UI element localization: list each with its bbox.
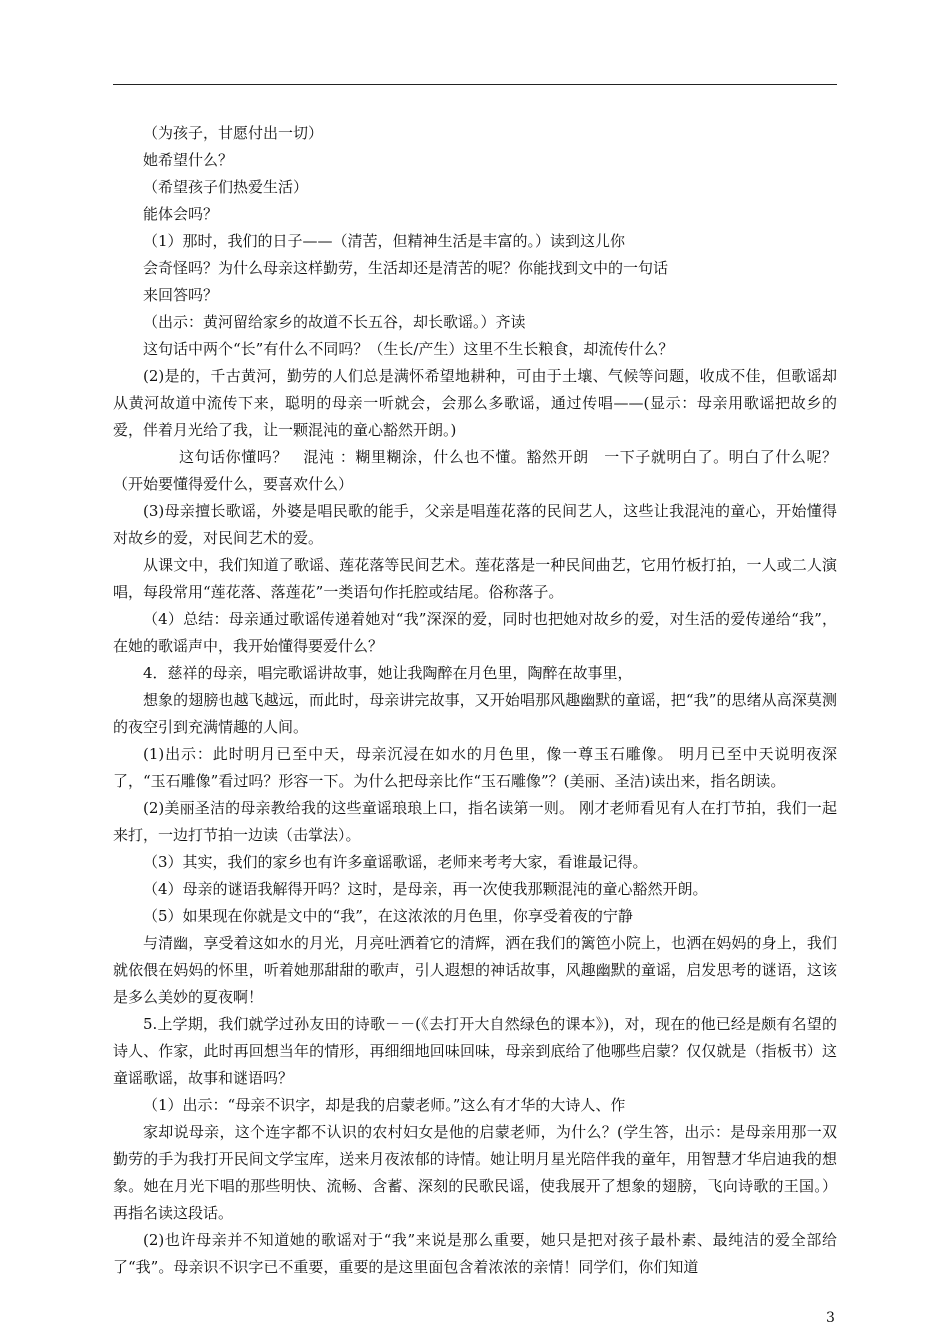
paragraph: 会奇怪吗？为什么母亲这样勤劳，生活却还是清苦的呢？你能找到文中的一句话 [143,259,669,277]
paragraph: (3)母亲擅长歌谣，外婆是唱民歌的能手，父亲是唱莲花落的民间艺人，这些让我混沌的童心，开始懂得对故乡的爱，对民间艺术的爱。 [113,502,837,547]
paragraph: （5）如果现在你就是文中的“我”，在这浓浓的月色里，你享受着夜的宁静 [143,907,633,925]
paragraph: (2)美丽圣洁的母亲教给我的这些童谣琅琅上口，指名读第一则。 刚才老师看见有人在打节拍，我们一起来打，一边打节拍一边读（击掌法）。 [113,799,837,844]
paragraph: 从课文中，我们知道了歌谣、莲花落等民间艺术。莲花落是一种民间曲艺，它用竹板打拍，一人或二人演唱，每段常用“莲花落、落莲花”一类语句作托腔或结尾。俗称落子。 [113,556,837,601]
paragraph: 能体会吗？ [143,205,219,223]
paragraph: （1）那时，我们的日子——（清苦，但精神生活是丰富的。）读到这儿你 [143,232,626,250]
paragraph: （出示：黄河留给家乡的故道不长五谷，却长歌谣。）齐读 [143,313,526,331]
paragraph: 家却说母亲，这个连字都不认识的农村妇女是他的启蒙老师，为什么？(学生答，出示：是母亲用那一双勤劳的手为我打开民间文学宝库，送来月夜浓郁的诗情。她让明月星光陪伴我的童年，用智慧才华启迪我的想象。她在月光下唱的那些明快、流畅、含蓄、深刻的民歌民谣，使我展开了想象的翅膀，飞向诗歌的王国。）再指名读这段话。 [113,1123,837,1222]
paragraph: 这句话中两个“长”有什么不同吗？（生长/产生）这里不生长粮食，却流传什么？ [143,340,674,358]
paragraph: （1）出示：“母亲不识字，却是我的启蒙老师。”这么有才华的大诗人、作 [143,1096,626,1114]
paragraph: 与清幽，享受着这如水的月光，月亮吐洒着它的清辉，洒在我们的篱笆小院上，也洒在妈妈的身上，我们就依偎在妈妈的怀里，听着她那甜甜的歌声，引人遐想的神话故事，风趣幽默的童谣，启发思考的谜语，这该是多么美妙的夏夜啊！ [113,934,837,1006]
paragraph: 4．慈祥的母亲，唱完歌谣讲故事，她让我陶醉在月色里，陶醉在故事里， [143,664,633,682]
paragraph: 来回答吗？ [143,286,219,304]
paragraph: (2)也许母亲并不知道她的歌谣对于“我”来说是那么重要，她只是把对孩子最朴素、最纯洁的爱全部给了“我”。母亲识不识字已不重要，重要的是这里面包含着浓浓的亲情！同学们，你们知道 [113,1231,837,1276]
paragraph: 想象的翅膀也越飞越远，而此时，母亲讲完故事，又开始唱那风趣幽默的童谣，把“我”的思绪从高深莫测的夜空引到充满情趣的人间。 [113,691,837,736]
paragraph: (2)是的，千古黄河，勤劳的人们总是满怀希望地耕种，可由于土壤、气候等问题，收成不佳，但歌谣却从黄河故道中流传下来，聪明的母亲一听就会，会那么多歌谣，通过传唱——(显示：母亲用歌谣把故乡的爱，伴着月光给了我，让一颗混沌的童心豁然开朗。) [113,367,837,439]
paragraph: （4）总结：母亲通过歌谣传递着她对“我”深深的爱，同时也把她对故乡的爱，对生活的爱传递给“我”，在她的歌谣声中，我开始懂得要爱什么？ [113,610,837,655]
paragraph: 她希望什么？ [143,151,234,169]
paragraph: （4）母亲的谜语我解得开吗？这时，是母亲，再一次使我那颗混沌的童心豁然开朗。 [143,880,708,898]
document-body [113,120,837,1281]
paragraph: 这句话你懂吗？ 混沌 ：糊里糊涂，什么也不懂。豁然开朗 一下子就明白了。明白了什么呢？（开始要懂得爱什么，要喜欢什么） [113,448,837,493]
paragraph: (1)出示：此时明月已至中天，母亲沉浸在如水的月色里，像一尊玉石雕像。 明月已至中天说明夜深了，“玉石雕像”看过吗？形容一下。为什么把母亲比作“玉石雕像”？(美丽、圣洁)读出来，指名朗读。 [113,745,837,790]
page-number: 3 [826,1310,835,1326]
paragraph: （3）其实，我们的家乡也有许多童谣歌谣，老师来考考大家，看谁最记得。 [143,853,648,871]
header-rule [113,84,837,85]
paragraph: 5.上学期，我们就学过孙友田的诗歌－－(《去打开大自然绿色的课本》)，对，现在的他已经是颇有名望的诗人、作家，此时再回想当年的情形，再细细地回味回味，母亲到底给了他哪些启蒙？仅仅就是（指板书）这童谣歌谣，故事和谜语吗？ [113,1015,837,1087]
paragraph: （为孩子，甘愿付出一切） [143,124,324,142]
paragraph: （希望孩子们热爱生活） [143,178,309,196]
